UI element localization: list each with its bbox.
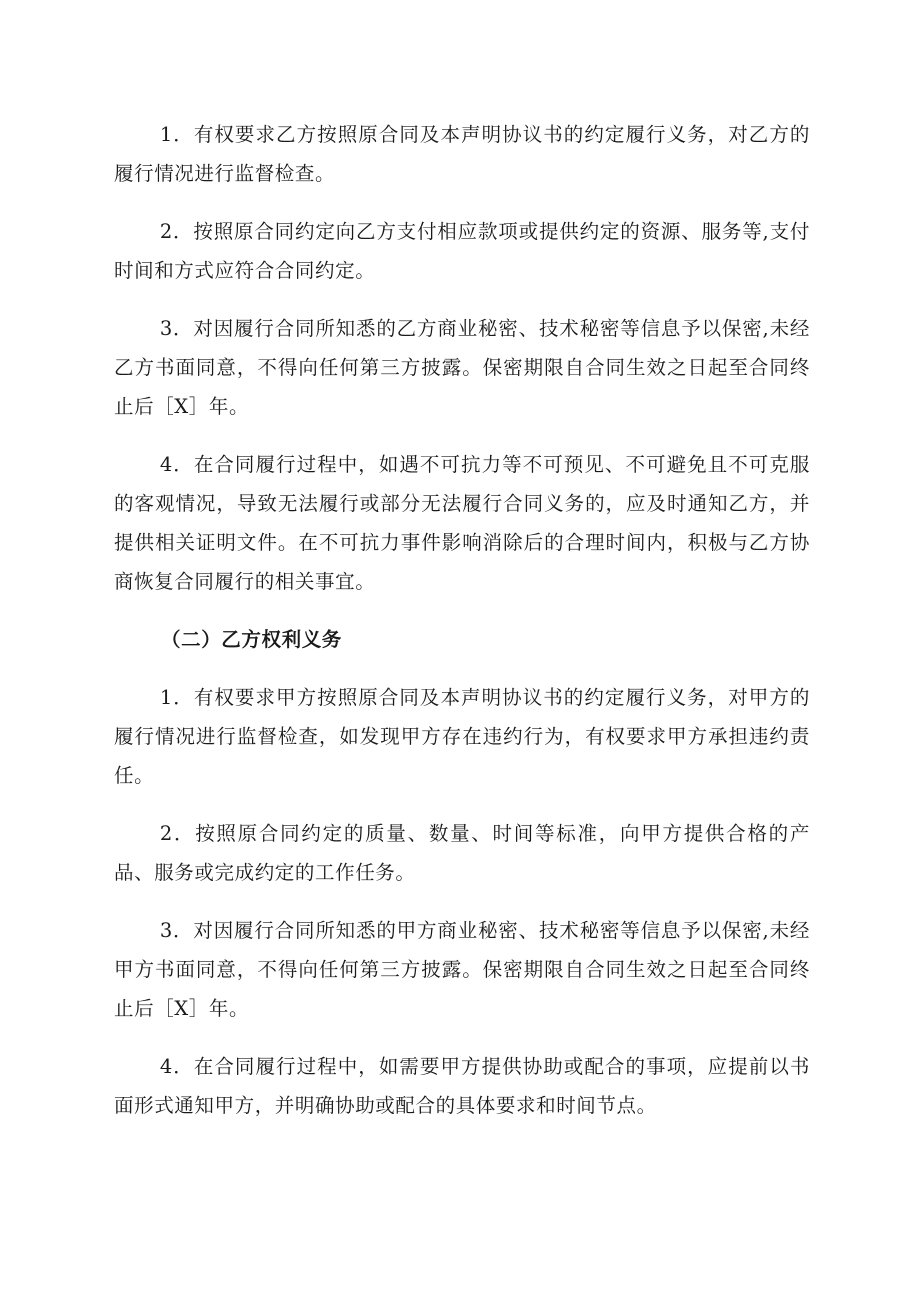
document-body [114,115,810,1144]
party-a-clause-3: 3．对因履行合同所知悉的乙方商业秘密、技术秘密等信息予以保密,未经乙方书面同意，不得向任何第三方披露。保密期限自合同生效之日起至合同终止后［X］年。 [114,317,810,418]
party-a-clause-4: 4．在合同履行过程中，如遇不可抗力等不可预见、不可避免且不可克服的客观情况，导致无法履行或部分无法履行合同义务的，应及时通知乙方，并提供相关证明文件。在不可抗力事件影响消除后的合理时间内，积极与乙方协商恢复合同履行的相关事宜。 [114,453,810,593]
section-b-heading: （二）乙方权利义务 [161,628,342,651]
party-b-clause-4: 4．在合同履行过程中，如需要甲方提供协助或配合的事项，应提前以书面形式通知甲方，并明确协助或配合的具体要求和时间节点。 [114,1055,810,1117]
party-a-clause-1: 1．有权要求乙方按照原合同及本声明协议书的约定履行义务，对乙方的履行情况进行监督检查。 [114,123,810,185]
party-b-clause-2: 2．按照原合同约定的质量、数量、时间等标准，向甲方提供合格的产品、服务或完成约定的工作任务。 [114,822,810,884]
party-b-clause-3: 3．对因履行合同所知悉的甲方商业秘密、技术秘密等信息予以保密,未经甲方书面同意，不得向任何第三方披露。保密期限自合同生效之日起至合同终止后［X］年。 [114,919,810,1020]
party-a-clause-2: 2．按照原合同约定向乙方支付相应款项或提供约定的资源、服务等,支付时间和方式应符合合同约定。 [114,220,810,282]
party-b-clause-1: 1．有权要求甲方按照原合同及本声明协议书的约定履行义务，对甲方的履行情况进行监督检查，如发现甲方存在违约行为，有权要求甲方承担违约责任。 [114,686,810,787]
